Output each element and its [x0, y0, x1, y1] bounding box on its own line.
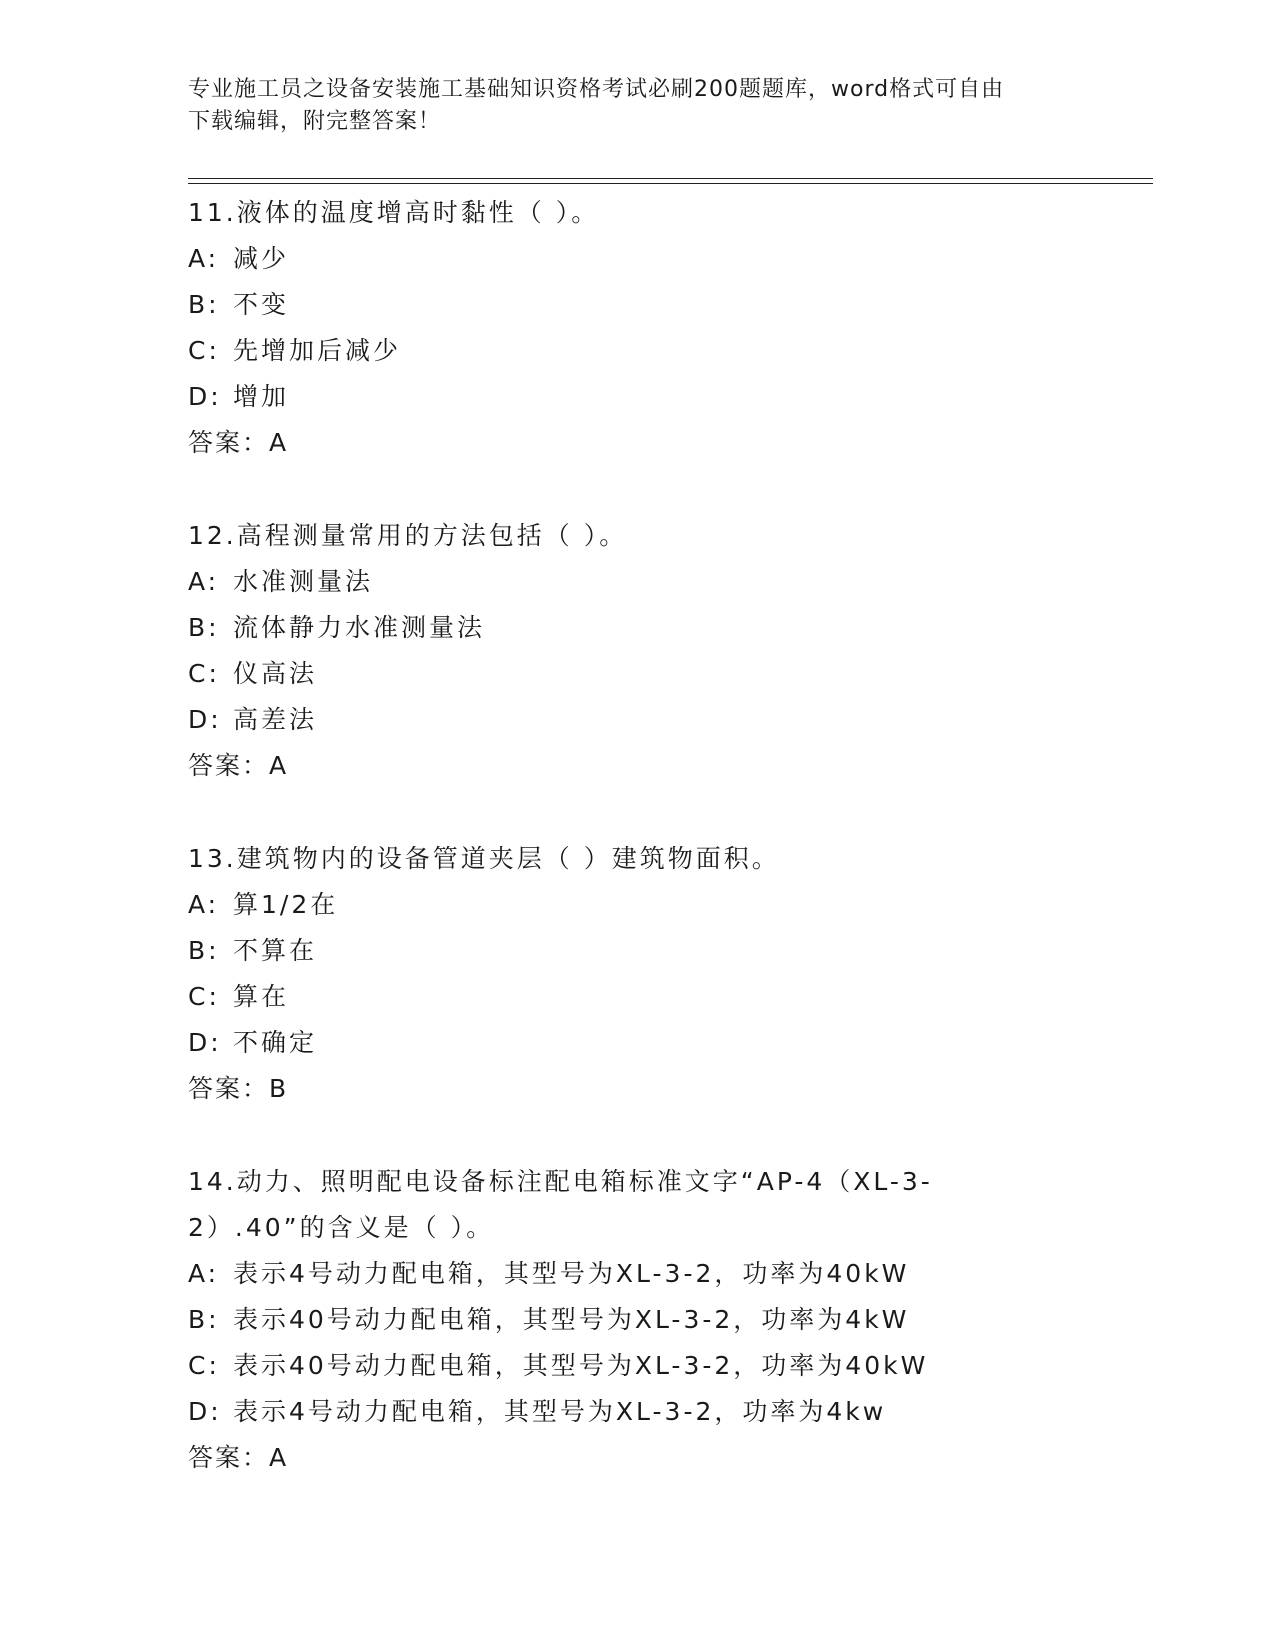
header-divider-bottom	[188, 183, 1153, 184]
option-d	[188, 697, 1088, 743]
answer-label: 答案：A	[188, 751, 289, 780]
option-text: 不算在	[233, 936, 318, 965]
option-b	[188, 605, 1088, 651]
option-a	[188, 882, 1088, 928]
option-letter: A:	[188, 890, 220, 919]
option-d	[188, 1020, 1088, 1066]
option-letter: D:	[188, 1028, 222, 1057]
question-stem: 14.动力、照明配电设备标注配电箱标准文字“AP-4（XL-3-2）.40”的含义是（ ）。	[188, 1167, 933, 1242]
question-item	[188, 513, 1088, 789]
option-text: 表示4号动力配电箱，其型号为XL-3-2，功率为4kw	[233, 1397, 887, 1426]
question-stem: 12.高程测量常用的方法包括（ ）。	[188, 521, 628, 550]
header-title-line-2: 下载编辑，附完整答案！	[188, 109, 442, 134]
option-b	[188, 1297, 1088, 1343]
option-text: 仪高法	[233, 659, 318, 688]
option-text: 先增加后减少	[233, 336, 402, 365]
option-text: 表示40号动力配电箱，其型号为XL-3-2，功率为4kW	[233, 1305, 910, 1334]
option-letter: A:	[188, 244, 220, 273]
option-c	[188, 328, 1088, 374]
option-letter: B:	[188, 613, 220, 642]
question-item	[188, 836, 1088, 1112]
header-divider-top	[188, 178, 1153, 179]
option-letter: B:	[188, 936, 220, 965]
option-text: 表示40号动力配电箱，其型号为XL-3-2，功率为40kW	[233, 1351, 929, 1380]
answer-label: 答案：B	[188, 1074, 289, 1103]
header-title-line-1: 专业施工员之设备安装施工基础知识资格考试必刷200题题库，word格式可自由	[188, 77, 1005, 102]
document-header	[188, 74, 1068, 138]
option-text: 不变	[233, 290, 290, 319]
option-a	[188, 1251, 1088, 1297]
option-letter: C:	[188, 1351, 220, 1380]
question-item	[188, 190, 1088, 466]
option-text: 不确定	[233, 1028, 318, 1057]
option-text: 高差法	[233, 705, 318, 734]
option-letter: C:	[188, 336, 220, 365]
option-c	[188, 974, 1088, 1020]
option-letter: A:	[188, 1259, 220, 1288]
option-text: 流体静力水准测量法	[233, 613, 486, 642]
option-d	[188, 1389, 1088, 1435]
answer-label: 答案：A	[188, 428, 289, 457]
question-list	[188, 190, 1088, 1528]
option-a	[188, 236, 1088, 282]
option-a	[188, 559, 1088, 605]
question-item	[188, 1159, 1088, 1481]
option-letter: D:	[188, 1397, 222, 1426]
option-text: 水准测量法	[233, 567, 374, 596]
option-c	[188, 1343, 1088, 1389]
option-d	[188, 374, 1088, 420]
option-text: 减少	[233, 244, 290, 273]
option-text: 增加	[233, 382, 290, 411]
option-letter: C:	[188, 659, 220, 688]
question-stem: 13.建筑物内的设备管道夹层（ ）建筑物面积。	[188, 844, 780, 873]
option-letter: B:	[188, 1305, 220, 1334]
answer-label: 答案：A	[188, 1443, 289, 1472]
option-text: 算在	[233, 982, 290, 1011]
option-letter: B:	[188, 290, 220, 319]
option-text: 表示4号动力配电箱，其型号为XL-3-2，功率为40kW	[233, 1259, 910, 1288]
option-b	[188, 928, 1088, 974]
question-stem: 11.液体的温度增高时黏性（ ）。	[188, 198, 600, 227]
option-letter: D:	[188, 382, 222, 411]
option-c	[188, 651, 1088, 697]
option-b	[188, 282, 1088, 328]
option-letter: A:	[188, 567, 220, 596]
option-letter: C:	[188, 982, 220, 1011]
option-letter: D:	[188, 705, 222, 734]
option-text: 算1/2在	[233, 890, 339, 919]
